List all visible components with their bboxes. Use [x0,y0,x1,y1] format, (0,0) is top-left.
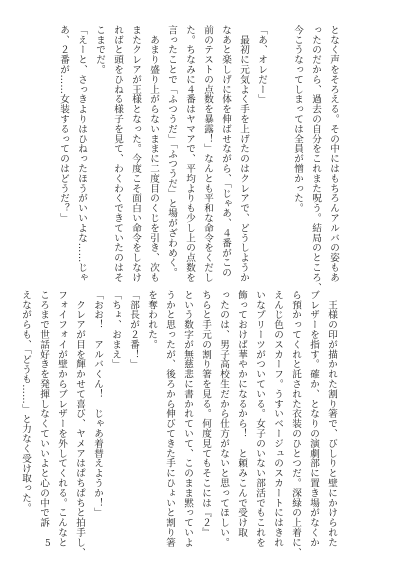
text-line: あまり盛り上がらないままに二度目のくじを引き、次も [148,25,159,283]
text-line: 「あ、オレだー」 [256,25,267,105]
text-line: うかと思ったが、後ろから伸びてきた手にひょいと割り箸 [164,290,175,548]
text-line [270,25,288,270]
text-line: 「部長が２番！」 [128,290,139,370]
text-line: という数字が無慈悲に書かれていて、このまま黙っていよ [182,290,193,548]
text-line: ら預かってくれと託された衣装のひとつだ。深緑の上着に、 [290,290,301,558]
text-line: えんじ色のスカーフ。うすいベージュのスカートにはきれ [272,290,283,548]
text-line: た。ちなみに４番はヤマアで、平均よりも少し上の点数を [184,25,195,283]
text-line: ればと頭をひねる様子を見て、わくわくできていたのはそ [112,25,123,283]
text-line: 今こうなってしまっては全員が憎かった。 [292,25,303,214]
text-line: ころまで世話好きを発揮しなくていいよと心の中で訴 [38,290,49,528]
text-line: クレアが目を輝かせて喜び、ヤメアはぱちぱちと拍手し、 [74,290,85,558]
text-line: なあと楽しげに体を伸ばせながら、「じゃあ、４番がこの [220,25,231,278]
text-line: ったのだから、過去の自分をこれまた呪う。結局のところ、 [310,25,321,293]
text-line: 言ったことで「ふつうだ」「ふつうだ」と場がざわめく。 [166,25,177,278]
lower-text-block [20,290,340,558]
text-line: 「ちょ、おまえ」 [110,290,121,370]
text-line: いなプリーツがついている。女子のいない部活でもこれを [254,290,265,548]
text-line: あ、２番が……女装するってのはどうだ？」 [58,25,69,223]
text-line: えながらも、「どうも……」と力なく受け取った。 [20,290,31,513]
text-line: 前のテストの点数を暴露！」なんとも平和な命令をくだし [202,25,213,283]
text-line: ちらと手元の割り箸を見る。何度見てもそこには『２』 [200,290,211,538]
upper-text-block [42,25,342,293]
text-line: フォイフォイが壁からブレザーを外してくれる。こんなと [56,290,67,548]
text-line: こまでだ。 [94,25,105,75]
text-line: 最初に元気よく手を上げたのはクレアで、どうしようか [238,25,249,283]
text-line: ったのは、男子高校生だから仕方がないと思ってほしい。 [218,290,229,548]
text-line: 飾っておけば華やかになるから！ と頼みこんで受け取 [236,290,247,538]
text-line: を奪われた。 [146,290,157,350]
page-number: 5 [45,539,51,549]
text-line: となく声をそろえる。その中にはもちろんアルバの姿もあ [328,25,339,283]
text-line: 王様の印が描かれた割り箸で、びしりと壁にかけられた [326,290,337,548]
text-line: 「おお！ アルバくん！ じゃあ着替えようか！」 [92,290,103,518]
text-line: またクレアが王様となった。今度こそ面白い命令をしなけ [130,25,141,283]
text-line: 「えーと、さっきよりはひねったほうがいいよな……じゃ [76,25,87,283]
text-line: ブレザーを指す。確か、となりの演劇部に置き場がなくか [308,290,319,548]
